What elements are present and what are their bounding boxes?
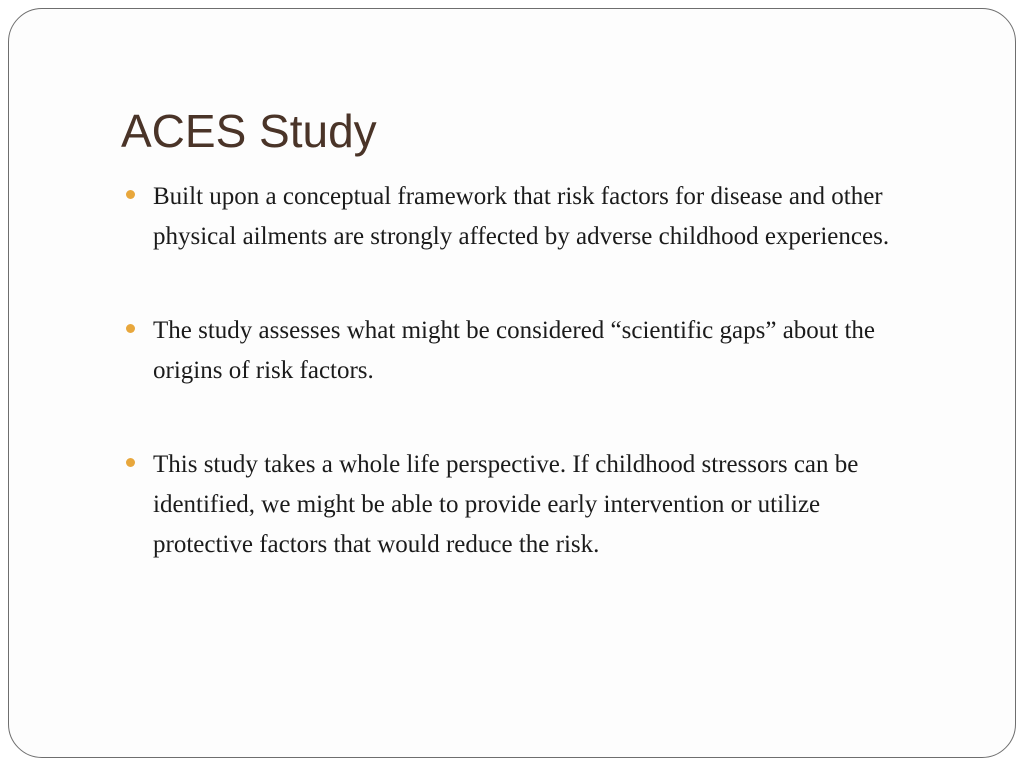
bullet-dot-icon <box>126 458 135 467</box>
bullet-list <box>123 177 923 619</box>
bullet-text: Built upon a conceptual framework that risk factors for disease and other physical ailments are strongly affected by adverse childhood experiences. <box>153 183 890 250</box>
slide <box>8 8 1016 758</box>
bullet-dot-icon <box>126 190 135 199</box>
bullet-text: This study takes a whole life perspective. If childhood stressors can be identified, we might be able to provide early intervention or utilize protective factors that would reduce the risk. <box>153 451 859 558</box>
bullet-text: The study assesses what might be considered “scientific gaps” about the origins of risk factors. <box>153 317 876 384</box>
bullet-item <box>123 177 923 257</box>
bullet-item <box>123 311 923 391</box>
bullet-dot-icon <box>126 324 135 333</box>
bullet-item <box>123 445 923 565</box>
slide-title: ACES Study <box>121 105 377 157</box>
